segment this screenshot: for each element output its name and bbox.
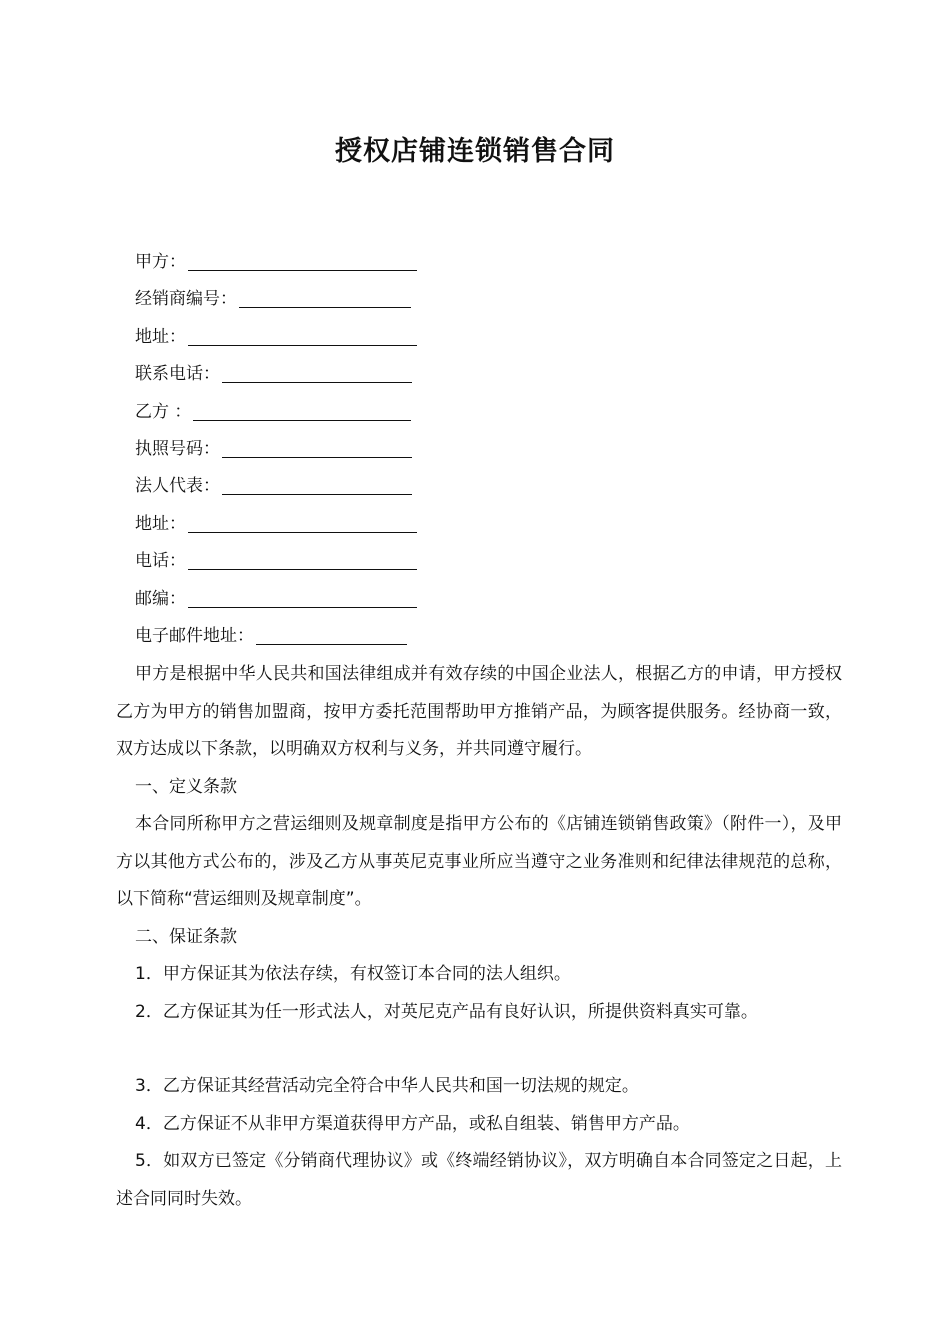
blank-line[interactable] xyxy=(188,247,417,271)
field-label: 执照号码： xyxy=(135,438,220,459)
field-label: 经销商编号： xyxy=(135,289,237,310)
blank-line[interactable] xyxy=(188,584,417,608)
blank-line[interactable] xyxy=(256,621,407,645)
clause-item-1: 1．甲方保证其为依法存续，有权签订本合同的法人组织。 xyxy=(135,964,571,984)
field-party-a xyxy=(135,247,435,284)
field-label: 邮编： xyxy=(135,588,186,609)
field-label: 法人代表： xyxy=(135,476,220,497)
clause-item-2: 2．乙方保证其为任一形式法人，对英尼克产品有良好认识，所提供资料真实可靠。 xyxy=(135,1001,758,1022)
blank-line[interactable] xyxy=(222,471,412,495)
field-label: 甲方： xyxy=(135,252,186,272)
field-party-b xyxy=(135,397,435,434)
field-postcode xyxy=(135,584,435,621)
section1-heading: 一、定义条款 xyxy=(135,776,237,797)
field-address-a xyxy=(135,322,435,359)
blank-line[interactable] xyxy=(188,509,417,533)
intro-paragraph: 甲方是根据中华人民共和国法律组成并有效存续的中国企业法人，根据乙方的申请，甲方授权乙方为甲方的销售加盟商，按甲方委托范围帮助甲方推销产品，为顾客提供服务。经协商一致，双方达成以下条款，以明确双方权利与义务，并共同遵守履行。 xyxy=(116,664,842,759)
section1-text: 本合同所称甲方之营运细则及规章制度是指甲方公布的《店铺连锁销售政策》（附件一），及甲方以其他方式公布的，涉及乙方从事英尼克事业所应当遵守之业务准则和纪律法律规范的总称，以下简称“营运细则及规章制度”。 xyxy=(116,814,842,909)
spacer xyxy=(116,1031,842,1068)
blank-line[interactable] xyxy=(222,434,412,458)
field-label: 地址： xyxy=(135,513,186,534)
field-legal-representative xyxy=(135,471,435,508)
field-contact-phone xyxy=(135,359,435,396)
field-address-b xyxy=(135,509,435,546)
section2-heading: 二、保证条款 xyxy=(135,926,237,947)
field-label: 地址： xyxy=(135,326,186,347)
field-phone xyxy=(135,546,435,583)
field-label: 乙方 ： xyxy=(135,401,192,422)
field-dealer-number xyxy=(135,284,435,321)
field-email xyxy=(135,621,435,658)
clause-item-4: 4．乙方保证不从非甲方渠道获得甲方产品，或私自组装、销售甲方产品。 xyxy=(135,1113,690,1134)
contract-body xyxy=(116,656,842,1218)
document-title: 授权店铺连锁销售合同 xyxy=(335,136,615,167)
field-label: 联系电话： xyxy=(135,364,220,385)
blank-line[interactable] xyxy=(188,546,417,570)
field-label: 电话： xyxy=(135,551,186,572)
clause-item-3: 3．乙方保证其经营活动完全符合中华人民共和国一切法规的规定。 xyxy=(135,1076,639,1096)
party-info-fields xyxy=(135,247,435,658)
blank-line[interactable] xyxy=(188,322,417,346)
field-license-number xyxy=(135,434,435,471)
blank-line[interactable] xyxy=(193,397,411,421)
field-label: 电子邮件地址： xyxy=(135,625,254,646)
blank-line[interactable] xyxy=(239,284,411,308)
clause-item-5: 5．如双方已签定《分销商代理协议》或《终端经销协议》，双方明确自本合同签定之日起，上述合同同时失效。 xyxy=(116,1151,842,1209)
blank-line[interactable] xyxy=(222,359,412,383)
